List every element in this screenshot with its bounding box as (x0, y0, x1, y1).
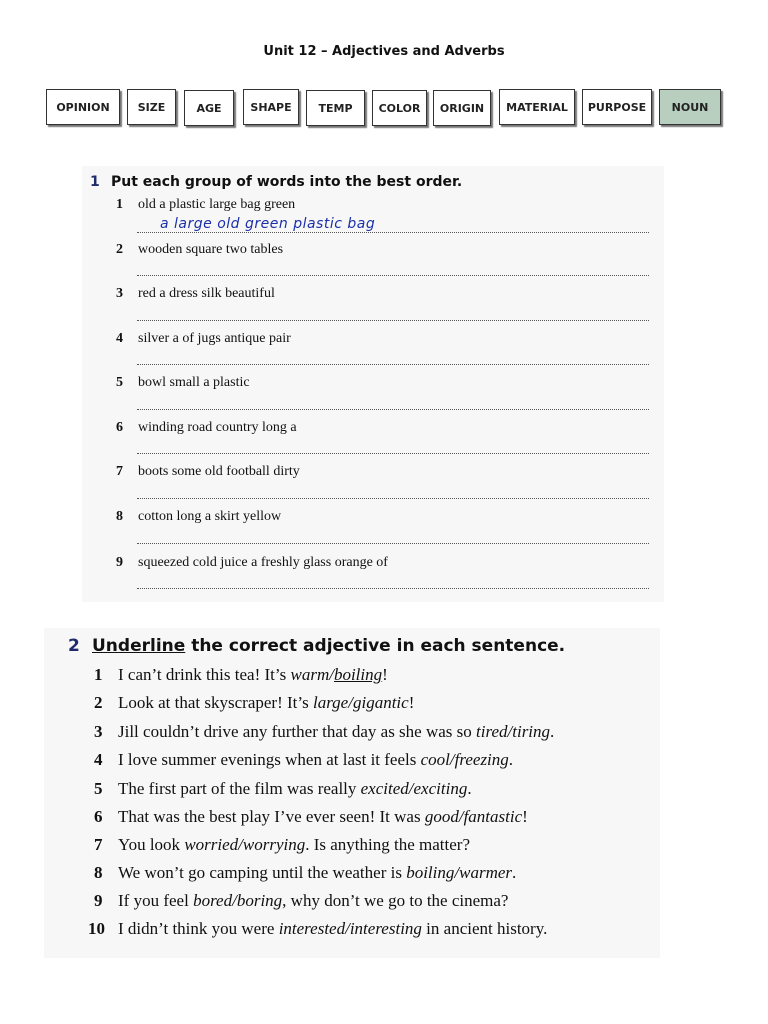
exercise-1-item: 3 red a dress silk beautiful (116, 286, 275, 301)
order-box-opinion: OPINION (46, 89, 120, 125)
option-b[interactable]: tiring (512, 722, 551, 741)
option-b[interactable]: interesting (349, 919, 422, 938)
answer-line[interactable] (137, 453, 649, 454)
order-box-age: AGE (184, 90, 234, 126)
answer-line[interactable] (137, 543, 649, 544)
order-box-size: SIZE (127, 89, 176, 125)
exercise-2-item: 6 That was the best play I’ve ever seen! It was good/fantastic! (94, 807, 528, 826)
exercise-1-item: 4 silver a of jugs antique pair (116, 331, 291, 346)
exercise-1-item: 6 winding road country long a (116, 420, 297, 435)
answer-line[interactable] (137, 409, 649, 410)
order-box-origin: ORIGIN (433, 90, 491, 126)
exercise-2-item: 3 Jill couldn’t drive any further that day as she was so tired/tiring. (94, 722, 555, 741)
option-a[interactable]: cool (420, 750, 450, 769)
order-box-material: MATERIAL (499, 89, 575, 125)
answer-line[interactable] (137, 275, 649, 276)
option-a[interactable]: tired (476, 722, 508, 741)
exercise-2-item: 5 The first part of the film was really excited/exciting. (94, 779, 472, 798)
exercise-2-item: 7 You look worried/worrying. Is anything the matter? (94, 835, 470, 854)
exercise-1-item: 5 bowl small a plastic (116, 375, 250, 390)
option-b[interactable]: worrying (242, 835, 306, 854)
exercise-1-item: 9 squeezed cold juice a freshly glass orange of (116, 555, 388, 570)
answer-line[interactable] (137, 588, 649, 589)
order-box-color: COLOR (372, 90, 427, 126)
option-a[interactable]: interested (278, 919, 346, 938)
exercise-1 (82, 166, 664, 602)
exercise-2-item: 4 I love summer evenings when at last it feels cool/freezing. (94, 750, 514, 769)
order-box-noun: NOUN (659, 89, 721, 125)
option-b[interactable]: exciting (413, 779, 468, 798)
page-title: Unit 12 – Adjectives and Adverbs (263, 44, 505, 59)
exercise-2-instruction: Underline the correct adjective in each sentence. (92, 636, 566, 656)
option-a[interactable]: large (312, 693, 349, 712)
option-b[interactable]: freezing (454, 750, 509, 769)
exercise-1-item: 1 old a plastic large bag green (116, 197, 296, 212)
exercise-2 (44, 628, 660, 958)
exercise-1-number: 1 (90, 174, 100, 190)
option-a[interactable]: excited (360, 779, 409, 798)
option-a[interactable]: worried (184, 835, 239, 854)
option-a[interactable]: good (424, 807, 459, 826)
order-box-temp: TEMP (306, 90, 365, 126)
exercise-1-item: 2 wooden square two tables (116, 242, 284, 257)
exercise-1-instruction: Put each group of words into the best order. (111, 174, 463, 190)
order-box-purpose: PURPOSE (582, 89, 652, 125)
exercise-2-item: 2 Look at that skyscraper! It’s large/gigantic! (94, 693, 415, 712)
answer-line[interactable] (137, 320, 649, 321)
answer-line[interactable] (137, 498, 649, 499)
exercise-2-number: 2 (68, 636, 80, 656)
exercise-2-item: 10 I didn’t think you were interested/interesting in ancient history. (88, 919, 548, 938)
exercise-2-item: 9 If you feel bored/boring, why don’t we go to the cinema? (94, 891, 509, 910)
option-a[interactable]: boiling (406, 863, 455, 882)
answer-line[interactable] (137, 364, 649, 365)
option-b[interactable]: warmer (459, 863, 513, 882)
exercise-1-item: 8 cotton long a skirt yellow (116, 509, 282, 524)
exercise-2-item: 8 We won’t go camping until the weather is boiling/warmer. (94, 863, 517, 882)
option-a[interactable]: warm (290, 665, 330, 684)
option-b[interactable]: boiling (333, 665, 383, 684)
order-box-shape: SHAPE (243, 89, 299, 125)
option-b[interactable]: gigantic (352, 693, 409, 712)
answer-line[interactable] (137, 232, 649, 233)
option-a[interactable]: bored (193, 891, 233, 910)
handwritten-answer: a large old green plastic bag (160, 216, 376, 232)
exercise-1-item: 7 boots some old football dirty (116, 464, 300, 479)
exercise-2-item: 1 I can’t drink this tea! It’s warm/boiling! (94, 665, 388, 684)
option-b[interactable]: boring (236, 891, 283, 910)
option-b[interactable]: fantastic (463, 807, 523, 826)
